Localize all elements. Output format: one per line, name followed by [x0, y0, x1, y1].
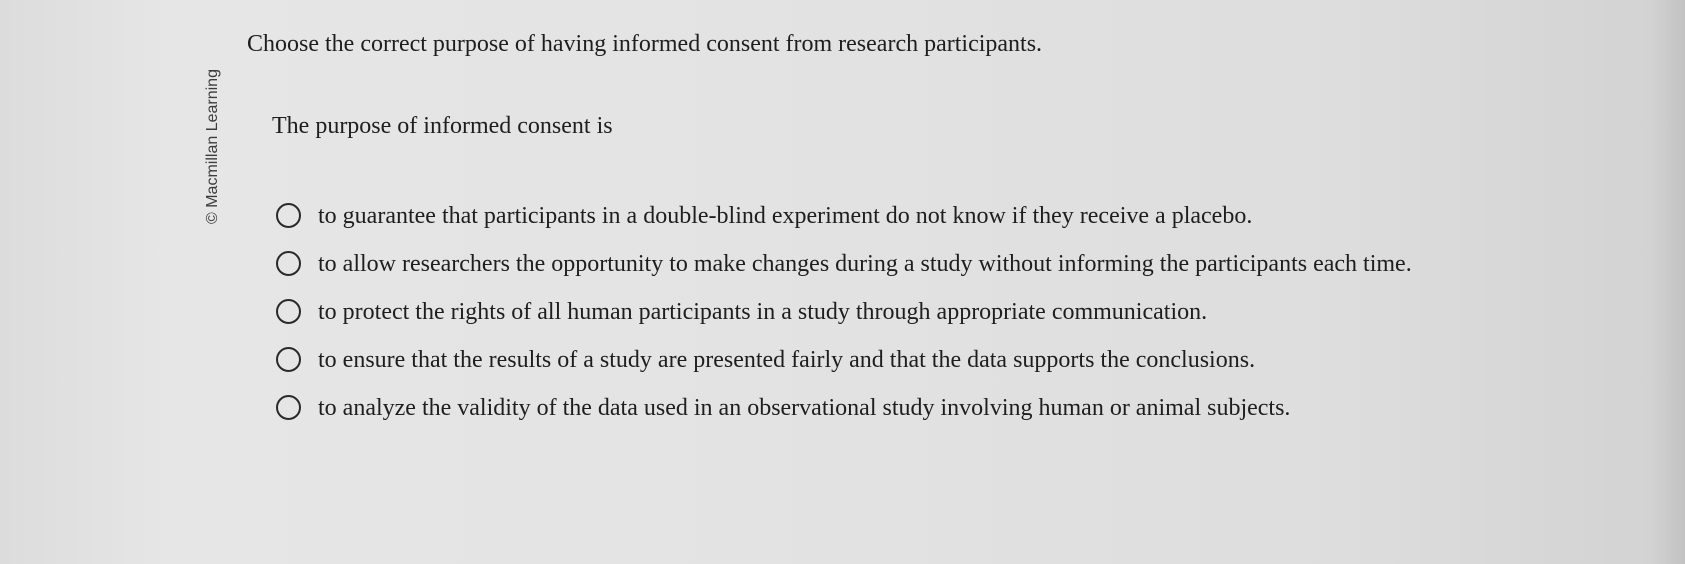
option-label: to guarantee that participants in a double-blind experiment do not know if they receive a placebo. — [318, 203, 1253, 229]
radio-button[interactable] — [276, 251, 301, 276]
answer-option[interactable] — [276, 388, 1496, 428]
answer-options — [276, 196, 1496, 436]
radio-button[interactable] — [276, 299, 301, 324]
question-text: Choose the correct purpose of having informed consent from research participants. — [247, 31, 1043, 57]
answer-option[interactable] — [276, 196, 1496, 236]
radio-button[interactable] — [276, 347, 301, 372]
answer-option[interactable] — [276, 292, 1496, 332]
option-label: to protect the rights of all human participants in a study through appropriate communication. — [318, 299, 1208, 325]
option-label: to analyze the validity of the data used in an observational study involving human or animal subjects. — [318, 395, 1291, 421]
page-edge-shadow — [1649, 0, 1685, 564]
answer-option[interactable] — [276, 244, 1496, 284]
radio-button[interactable] — [276, 395, 301, 420]
option-label: to ensure that the results of a study are presented fairly and that the data supports the conclusions. — [318, 347, 1256, 373]
answer-prompt: The purpose of informed consent is — [272, 113, 613, 139]
copyright-notice — [203, 22, 223, 224]
answer-option[interactable] — [276, 340, 1496, 380]
option-label: to allow researchers the opportunity to make changes during a study without informing the participants each time. — [318, 251, 1412, 277]
radio-button[interactable] — [276, 203, 301, 228]
copyright-text: © Macmillan Learning — [204, 69, 221, 224]
